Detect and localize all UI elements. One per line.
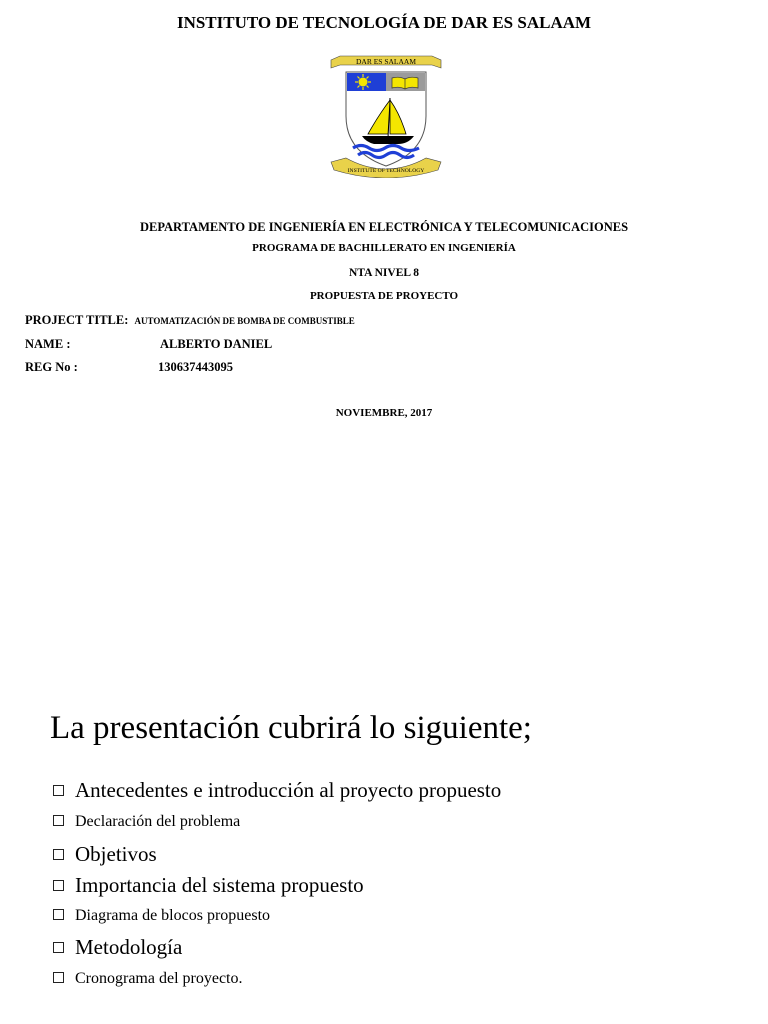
list-item [53,937,182,958]
project-title-value: AUTOMATIZACIÓN DE BOMBA DE COMBUSTIBLE [134,316,355,326]
list-item [53,875,364,896]
department-line: DEPARTAMENTO DE INGENIERÍA EN ELECTRÓNICA Y TELECOMUNICACIONES [139,220,629,234]
list-item-text: Metodología [75,935,183,959]
list-item [53,844,157,865]
program-line: PROGRAMA DE BACHILLERATO EN INGENIERÍA [252,242,516,254]
institute-crest-logo [328,54,444,178]
list-item-text: Declaración del problema [75,813,241,830]
checkbox-bullet-icon [53,880,64,891]
name-value: ALBERTO DANIEL [160,337,273,351]
crest-banner-top: DAR ES SALAAM [355,57,417,66]
list-item-text: Importancia del sistema propuesto [75,873,364,897]
reg-label: REG No : [25,360,78,374]
book-icon [392,77,418,89]
list-item [53,780,501,801]
list-item-text: Cronograma del proyecto. [75,970,243,987]
checkbox-bullet-icon [53,849,64,860]
checkbox-bullet-icon [53,942,64,953]
checkbox-bullet-icon [53,909,64,920]
list-item-text: Diagrama de blocos propuesto [75,907,271,924]
institute-title: INSTITUTO DE TECNOLOGÍA DE DAR ES SALAAM [176,13,592,32]
checkbox-bullet-icon [53,815,64,826]
list-item [53,971,243,987]
level-line: NTA NIVEL 8 [348,267,420,279]
crest-banner-bottom: INSTITUTE OF TECHNOLOGY [347,168,425,174]
list-item [53,908,270,924]
list-item-text: Objetivos [75,842,157,866]
document-date: NOVIEMBRE, 2017 [335,407,433,419]
checkbox-bullet-icon [53,972,64,983]
list-item [53,814,240,830]
presentation-heading: La presentación cubrirá lo siguiente; [50,710,532,746]
project-title-label: PROJECT TITLE: [25,313,129,327]
project-title-row [25,313,355,328]
sun-icon [359,78,368,87]
list-item-text: Antecedentes e introducción al proyecto propuesto [75,778,502,802]
reg-value: 130637443095 [158,360,233,374]
document-type: PROPUESTA DE PROYECTO [309,290,459,302]
checkbox-bullet-icon [53,785,64,796]
name-label: NAME : [25,337,71,351]
